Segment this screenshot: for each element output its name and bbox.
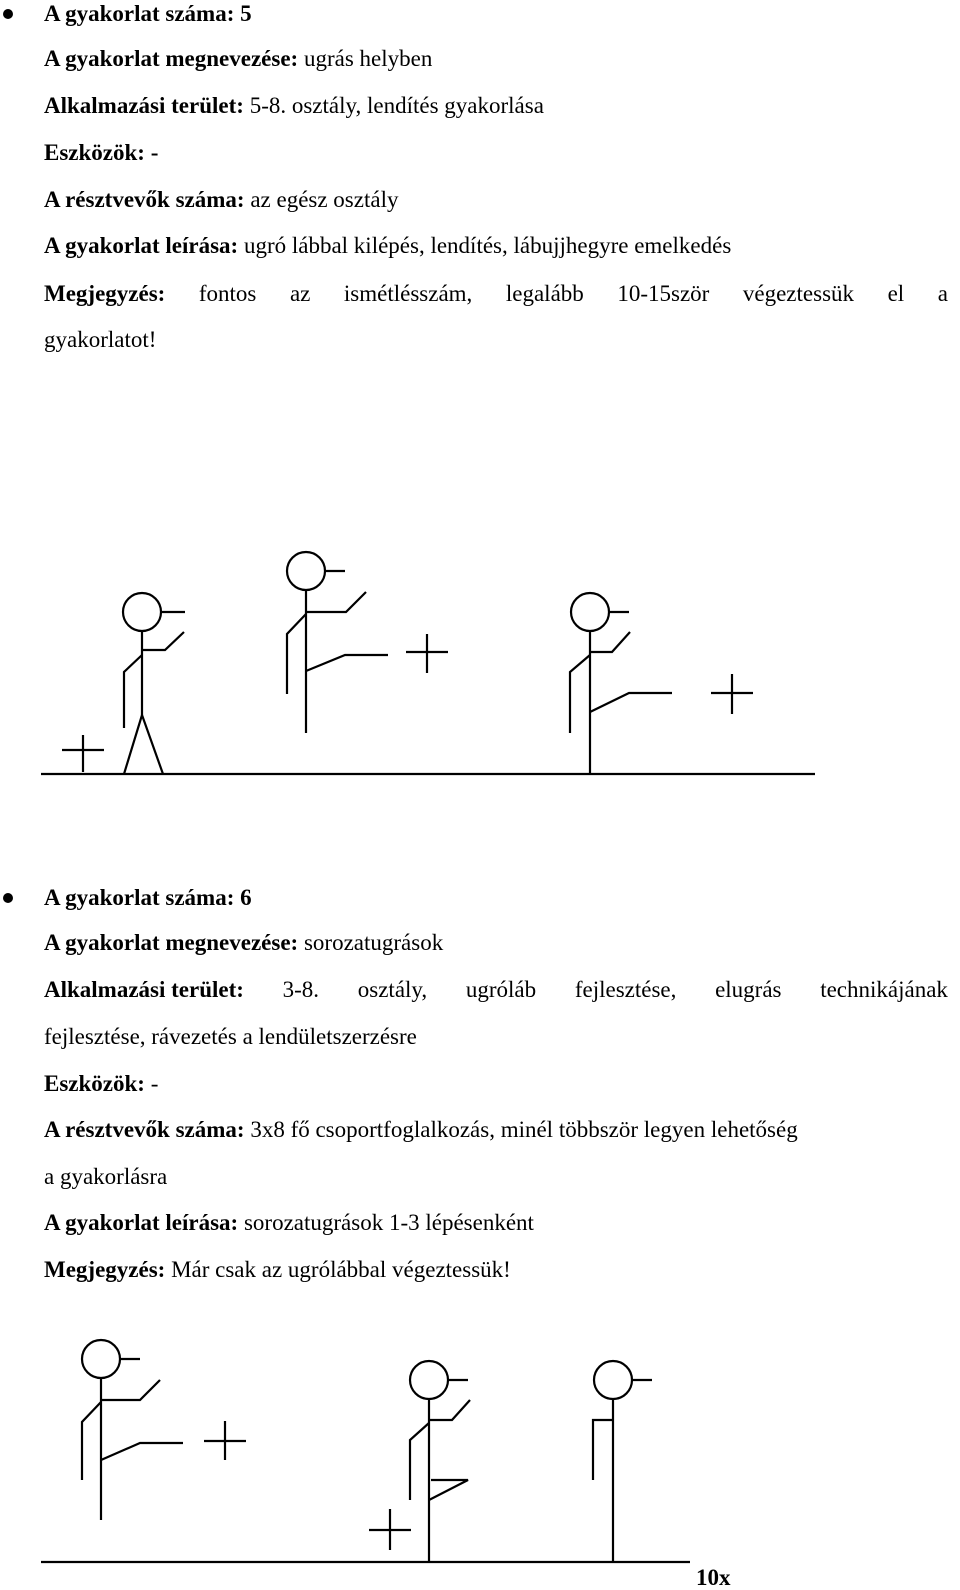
stick-figure-leg-swing	[287, 552, 388, 733]
note-continuation: gyakorlatot!	[44, 327, 157, 352]
participants: A résztvevők száma: 3x8 fő csoportfoglalkozás, minél többször legyen lehetőség	[44, 1117, 798, 1142]
exercise-name: A gyakorlat megnevezése: sorozatugrások	[44, 930, 444, 955]
participants: A résztvevők száma: az egész osztály	[44, 187, 399, 212]
exercise-number: A gyakorlat száma: 6	[44, 885, 252, 910]
exercise-description: A gyakorlat leírása: sorozatugrások 1-3 lépésenként	[44, 1210, 534, 1235]
application-area-continuation: fejlesztése, rávezetés a lendületszerzésre	[44, 1024, 417, 1049]
application-area: Alkalmazási terület: 3-8. osztály, ugróláb fejlesztése, elugrás technikájának	[44, 977, 948, 1002]
repeat-count-label: 10x	[696, 1565, 731, 1590]
exercise-description: A gyakorlat leírása: ugró lábbal kilépés, lendítés, lábujjhegyre emelkedés	[44, 233, 732, 258]
stick-figure-leg-swing	[82, 1340, 183, 1520]
cross-marker	[369, 1509, 411, 1550]
bullet	[3, 9, 13, 19]
stick-figure-knee-raise	[410, 1361, 470, 1562]
tools: Eszközök: -	[44, 140, 159, 165]
tools: Eszközök: -	[44, 1071, 159, 1096]
stick-figure-illustration	[0, 1330, 960, 1570]
bullet	[3, 893, 13, 903]
stick-figure-standing	[123, 593, 185, 774]
stick-figure-leg-swing	[570, 593, 672, 774]
participants-continuation: a gyakorlásra	[44, 1164, 168, 1189]
cross-marker	[711, 674, 753, 714]
note: Megjegyzés: Már csak az ugrólábbal végeztessük!	[44, 1257, 511, 1282]
exercise-number: A gyakorlat száma: 5	[44, 1, 252, 26]
cross-marker	[204, 1421, 246, 1460]
cross-marker	[62, 735, 104, 772]
application-area: Alkalmazási terület: 5-8. osztály, lendítés gyakorlása	[44, 93, 544, 118]
note: Megjegyzés: fontos az ismétlésszám, legalább 10-15ször végeztessük el a	[44, 281, 948, 306]
exercise-name: A gyakorlat megnevezése: ugrás helyben	[44, 46, 433, 71]
stick-figure-illustration	[0, 530, 960, 830]
stick-figure-standing	[593, 1361, 652, 1562]
cross-marker	[406, 634, 448, 673]
